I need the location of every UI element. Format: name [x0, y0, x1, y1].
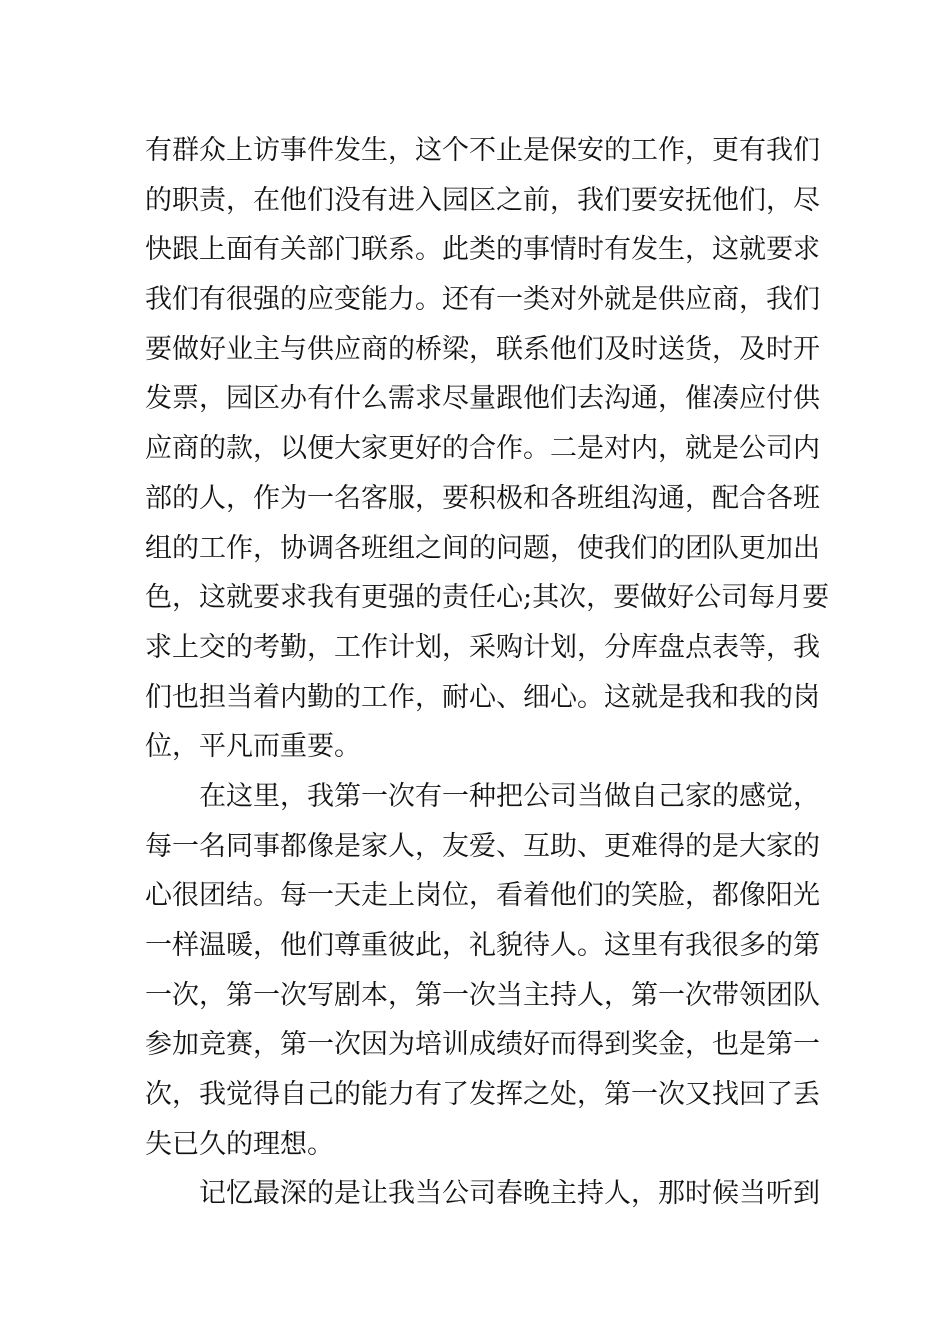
document-body	[145, 126, 830, 1219]
text-line: 每一名同事都像是家人，友爱、互助、更难得的是大家的	[145, 830, 820, 862]
text-line: 心很团结。每一天走上岗位，看着他们的笑脸，都像阳光	[145, 880, 820, 912]
text-line: 应商的款，以便大家更好的合作。二是对内，就是公司内	[145, 433, 820, 465]
text-line: 的职责，在他们没有进入园区之前，我们要安抚他们，尽	[145, 184, 820, 216]
text-line: 参加竞赛，第一次因为培训成绩好而得到奖金，也是第一	[145, 1029, 820, 1061]
text-line: 一样温暖，他们尊重彼此，礼貌待人。这里有我很多的第	[145, 930, 820, 961]
text-line: 失已久的理想。	[145, 1128, 334, 1160]
text-line: 求上交的考勤，工作计划，采购计划，分库盘点表等，我	[145, 631, 820, 663]
text-line: 次，我觉得自己的能力有了发挥之处，第一次又找回了丢	[145, 1079, 820, 1111]
text-line: 色，这就要求我有更强的责任心;其次，要做好公司每月要	[145, 582, 830, 614]
text-line: 要做好业主与供应商的桥梁，联系他们及时送货，及时开	[145, 333, 820, 365]
paragraph	[145, 126, 830, 772]
text-line: 在这里，我第一次有一种把公司当做自己家的感觉，	[199, 780, 820, 812]
text-line: 快跟上面有关部门联系。此类的事情时有发生，这就要求	[145, 234, 820, 266]
text-line: 组的工作，协调各班组之间的问题，使我们的团队更加出	[145, 532, 820, 564]
text-line: 部的人，作为一名客服，要积极和各班组沟通，配合各班	[145, 482, 820, 514]
text-line: 们也担当着内勤的工作，耐心、细心。这就是我和我的岗	[145, 681, 820, 713]
text-line: 我们有很强的应变能力。还有一类对外就是供应商，我们	[145, 284, 820, 316]
text-line: 一次，第一次写剧本，第一次当主持人，第一次带领团队	[145, 979, 820, 1011]
paragraph	[145, 1169, 820, 1219]
paragraph	[145, 772, 820, 1170]
text-line: 有群众上访事件发生，这个不止是保安的工作，更有我们	[145, 135, 820, 166]
text-line: 位，平凡而重要。	[145, 731, 361, 763]
text-line: 发票，园区办有什么需求尽量跟他们去沟通，催凑应付供	[145, 383, 820, 415]
text-line: 记忆最深的是让我当公司春晚主持人，那时候当听到	[199, 1178, 820, 1210]
